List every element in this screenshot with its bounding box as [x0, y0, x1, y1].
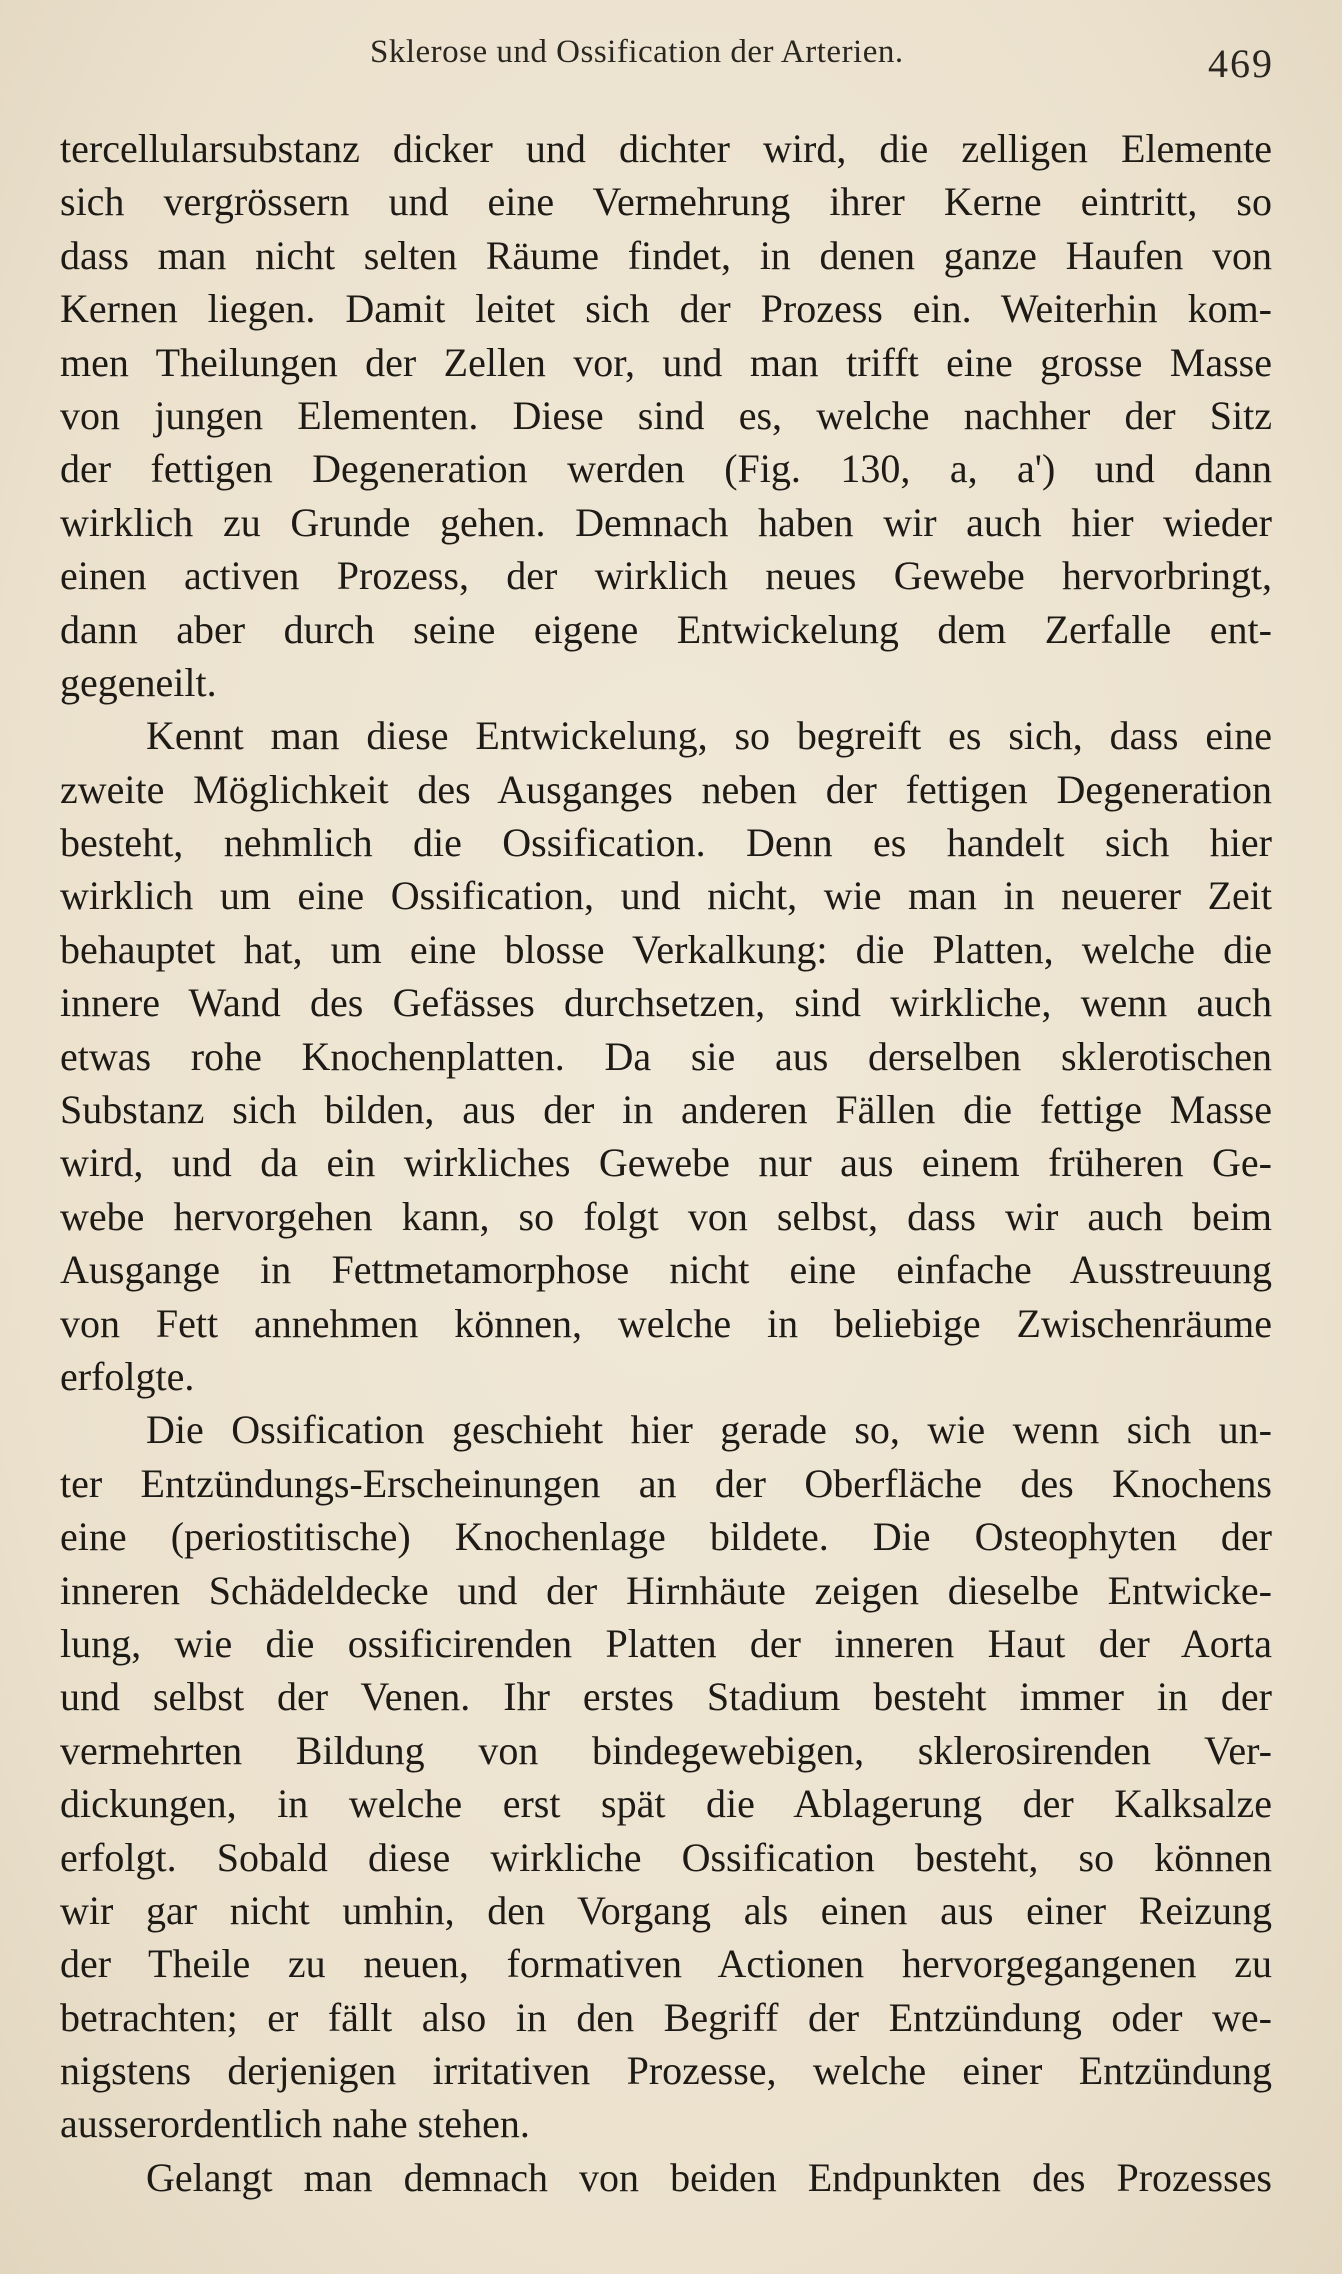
text-line: der Theile zu neuen, formativen Actionen hervorgegangenen zu [60, 1941, 1272, 1987]
text-line: wird, und da ein wirkliches Gewebe nur aus einem früheren Ge- [60, 1140, 1272, 1186]
text-line: nigstens derjenigen irritativen Prozesse, welche einer Entzündung [60, 2048, 1272, 2094]
paragraph [60, 122, 1272, 709]
body-text [60, 122, 1272, 2204]
text-line: Gelangt man demnach von beiden Endpunkten des Prozesses [146, 2154, 1272, 2200]
paragraph [60, 2151, 1272, 2204]
paragraph [60, 1403, 1272, 2150]
text-line: gegeneilt. [60, 659, 217, 705]
text-line: der fettigen Degeneration werden (Fig. 130, a, a') und dann [60, 446, 1272, 492]
text-line: einen activen Prozess, der wirklich neues Gewebe hervorbringt, [60, 553, 1272, 599]
text-line: ter Entzündungs-Erscheinungen an der Oberfläche des Knochens [60, 1460, 1272, 1506]
text-line: Kennt man diese Entwickelung, so begreift es sich, dass eine [146, 713, 1272, 759]
text-line: wirklich um eine Ossification, und nicht, wie man in neuerer Zeit [60, 873, 1272, 919]
text-line: wir gar nicht umhin, den Vorgang als einen aus einer Reizung [60, 1887, 1272, 1933]
page-number: 469 [1208, 41, 1274, 86]
text-line: Ausgange in Fettmetamorphose nicht eine einfache Ausstreuung [60, 1247, 1272, 1293]
text-line: und selbst der Venen. Ihr erstes Stadium besteht immer in der [60, 1674, 1272, 1720]
text-line: betrachten; er fällt also in den Begriff der Entzündung oder we- [60, 1994, 1272, 2040]
text-line: erfolgt. Sobald diese wirkliche Ossification besteht, so können [60, 1834, 1272, 1880]
text-line: dickungen, in welche erst spät die Ablagerung der Kalksalze [60, 1781, 1272, 1827]
text-line: zweite Möglichkeit des Ausganges neben der fettigen Degeneration [60, 766, 1272, 812]
paragraph [60, 709, 1272, 1403]
text-line: eine (periostitische) Knochenlage bildete. Die Osteophyten der [60, 1514, 1272, 1560]
text-line: vermehrten Bildung von bindegewebigen, sklerosirenden Ver- [60, 1727, 1272, 1773]
text-line: Kernen liegen. Damit leitet sich der Prozess ein. Weiterhin kom- [60, 286, 1272, 332]
text-line: webe hervorgehen kann, so folgt von selbst, dass wir auch beim [60, 1193, 1272, 1239]
text-line: besteht, nehmlich die Ossification. Denn es handelt sich hier [60, 820, 1272, 866]
text-line: dass man nicht selten Räume findet, in denen ganze Haufen von [60, 232, 1272, 278]
text-line: dann aber durch seine eigene Entwickelung dem Zerfalle ent- [60, 606, 1272, 652]
text-line: inneren Schädeldecke und der Hirnhäute zeigen dieselbe Entwicke- [60, 1567, 1272, 1613]
text-line: lung, wie die ossificirenden Platten der inneren Haut der Aorta [60, 1620, 1272, 1666]
text-line: Die Ossification geschieht hier gerade so, wie wenn sich un- [146, 1407, 1272, 1453]
text-line: sich vergrössern und eine Vermehrung ihrer Kerne eintritt, so [60, 179, 1272, 225]
text-line: von Fett annehmen können, welche in beliebige Zwischenräume [60, 1300, 1272, 1346]
text-line: ausserordentlich nahe stehen. [60, 2101, 530, 2147]
text-line: erfolgte. [60, 1353, 195, 1399]
text-line: etwas rohe Knochenplatten. Da sie aus derselben sklerotischen [60, 1033, 1272, 1079]
text-line: innere Wand des Gefässes durchsetzen, sind wirkliche, wenn auch [60, 980, 1272, 1026]
text-line: wirklich zu Grunde gehen. Demnach haben wir auch hier wieder [60, 499, 1272, 545]
text-line: tercellularsubstanz dicker und dichter wird, die zelligen Elemente [60, 126, 1272, 171]
text-line: von jungen Elementen. Diese sind es, welche nachher der Sitz [60, 392, 1272, 438]
text-line: men Theilungen der Zellen vor, und man trifft eine grosse Masse [60, 339, 1272, 385]
text-line: behauptet hat, um eine blosse Verkalkung: die Platten, welche die [60, 926, 1272, 972]
running-title: Sklerose und Ossification der Arterien. [370, 34, 904, 70]
text-line: Substanz sich bilden, aus der in anderen Fällen die fettige Masse [60, 1087, 1272, 1133]
